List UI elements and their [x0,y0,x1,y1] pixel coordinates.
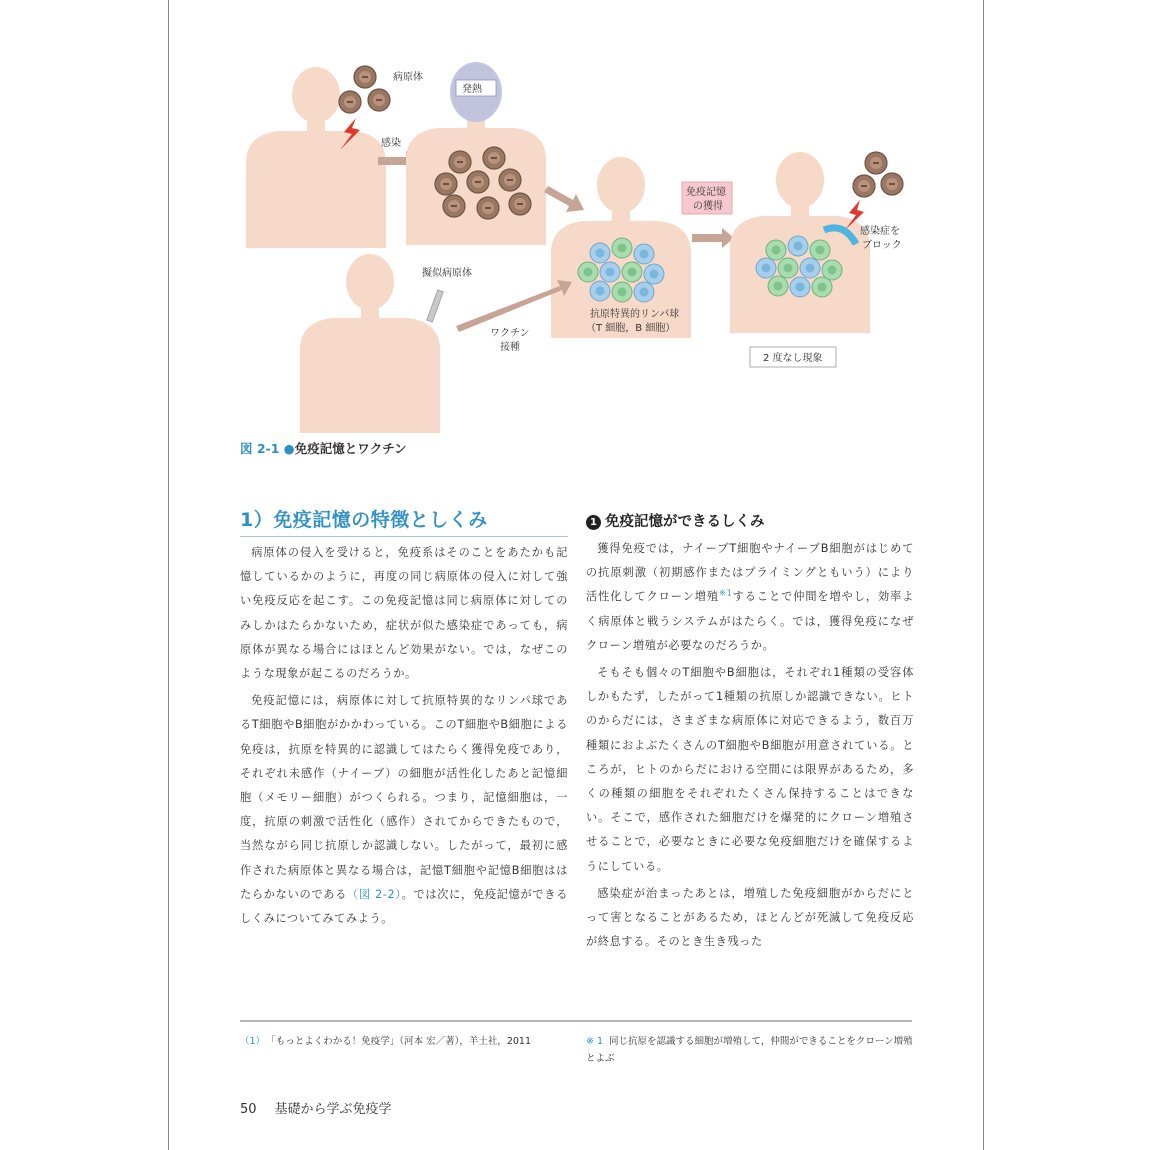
left-paragraph-2-main: 免疫記憶には，病原体に対して抗原特異的なリンパ球であるT細胞やB細胞がかかわっている。このT細胞やB細胞による免疫は，抗原を特異的に認識してはたらく獲得免疫であり，それぞれ未感作（ナイーブ）の細胞が活性化したあと記憶細胞（メモリー細胞）がつくられる。つまり，記憶細胞は，一度，抗原の刺激で活性化（感作）されてからできたもので，当然ながら同じ抗原しか認識しない。したがって，最初に感作された病原体と異なる場合は，記憶T細胞や記憶B細胞ははたらかないのである [240,694,568,901]
right-paragraph-1-end: することで仲間を増やし，効率よく病原体と戦うシステムがはたらく。では，獲得免疫になぜクローン増殖が必要なのだろうか。 [586,590,914,652]
label-lymph-line2: （T 細胞，B 細胞） [586,323,676,334]
label-lymph-line1: 抗原特異的リンパ球 [590,309,680,320]
left-paragraph-1: 病原体の侵入を受けると，免疫系はそのことをあたかも記憶しているかのように，再度の同じ病原体の侵入に対して強い免疫反応を起こす。この免疫記憶は同じ病原体に対してのみしかはたらかないため，症状が似た感染症であっても，病原体が異なる場合にはほとんど効果がない。では，なぜこのような現象が起こるのだろうか。 [240,546,568,681]
right-paragraph-3: 感染症が治まったあとは，増殖した免疫細胞がからだにとって害となることがあるため，ほとんどが死滅して免疫反応が終息する。そのとき生き残った [586,886,914,949]
footnote-rule [240,1020,912,1022]
right-column [586,508,914,954]
page-number: 50 [240,1102,257,1117]
footnote-ref-1[interactable]: ※1 [719,588,733,598]
number-bullet-icon: 1 [586,515,601,530]
label-fever: 発熱 [462,84,482,95]
right-paragraph-1 [586,537,914,658]
label-block-line1: 感染症を [860,226,900,237]
pathogen-cluster-2 [853,152,903,197]
label-block-line2: ブロック [862,240,902,251]
left-paragraph-2 [240,689,568,931]
label-mock-pathogen: 擬似病原体 [422,268,472,279]
page-footer [240,1098,392,1117]
right-paragraph-1-main: 獲得免疫では，ナイーブT細胞やナイーブB細胞がはじめての抗原刺激（初期感作またはプライミングともいう）により活性化してクローン増殖 [586,542,914,604]
footnote-note-mark: ※ 1 [586,1036,604,1047]
syringe [427,290,444,322]
label-memory-line2: の獲得 [693,201,723,212]
person-infected [246,67,386,248]
footnote-ref-text: 「もっとよくわかる！免疫学」（河本 宏／著），羊土社，2011 [271,1036,531,1047]
caption-number: 図 2-1 ● [240,441,295,456]
label-vaccine-line1: ワクチン [490,328,530,339]
label-vaccine-line2: 接種 [500,342,520,353]
left-paragraph-2-end: 。では次に，免疫記憶ができるしくみについてみてみよう。 [240,887,568,926]
book-title: 基礎から学ぶ免疫学 [274,1102,392,1117]
arrow-memory [692,228,734,248]
label-memory-line1: 免疫記憶 [686,187,726,198]
label-pathogen: 病原体 [393,72,423,83]
figure-reference-link[interactable]: （図 2-2） [347,887,402,901]
section-heading: 1）免疫記憶の特徴としくみ [240,508,568,537]
figure-immune-memory [238,58,928,433]
label-second-no-onset: 2 度なし現象 [763,353,823,364]
arrow-recovery [544,186,584,212]
person-vaccine [300,254,440,433]
caption-title: 免疫記憶とワクチン [294,441,407,456]
footnote-ref-mark: （1） [240,1036,266,1047]
figure-caption [240,439,407,457]
label-infection: 感染 [381,138,401,149]
footnote-note-text: 同じ抗原を認識する細胞が増殖して，仲間ができることをクローン増殖とよぶ [586,1036,913,1064]
footnote-note [586,1033,916,1067]
right-paragraph-2: そもそも個々のT細胞やB細胞は，それぞれ1種類の受容体しかもたず，したがって1種類の抗原しか認識できない。ヒトのからだには，さまざまな病原体に対応できるよう，数百万種類におよぶたくさんのT細胞やB細胞が用意されている。ところが，ヒトのからだにおける空間には限界があるため，多くの種類の細胞をそれぞれたくさん保持することはできない。そこで，感作された細胞だけを爆発的にクローン増殖させることで，必要なときに必要な免疫細胞だけを確保するようにしている。 [586,666,914,873]
subsection-heading-text: 免疫記憶ができるしくみ [605,514,765,530]
footnote-reference [240,1033,531,1047]
pathogen-cluster-1 [339,66,390,113]
subsection-heading [586,510,914,534]
left-column [240,508,568,931]
